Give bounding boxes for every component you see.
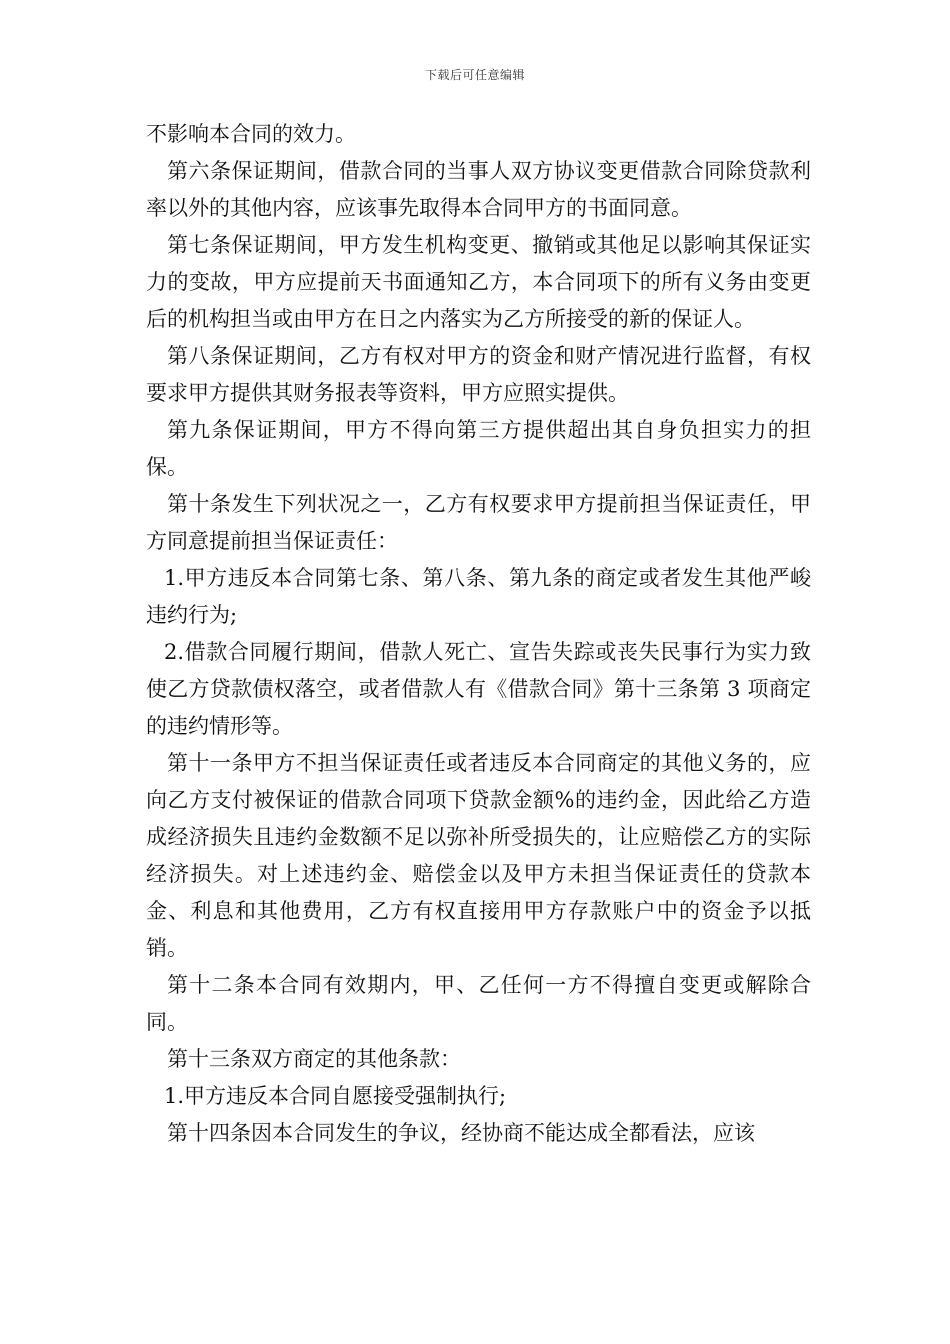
paragraph-article-6: 第六条保证期间，借款合同的当事人双方协议变更借款合同除贷款利率以外的其他内容，应该事先取得本合同甲方的书面同意。	[146, 159, 811, 220]
paragraph-article-10: 第十条发生下列状况之一，乙方有权要求甲方提前担当保证责任，甲方同意提前担当保证责任：	[146, 492, 811, 553]
paragraph-article-9: 第九条保证期间，甲方不得向第三方提供超出其自身负担实力的担保。	[146, 418, 811, 479]
paragraph-article-8: 第八条保证期间，乙方有权对甲方的资金和财产情况进行监督，有权要求甲方提供其财务报表等资料，甲方应照实提供。	[146, 344, 811, 405]
paragraph-continuation: 不影响本合同的效力。	[146, 122, 356, 146]
list-item-article-10-1: 1.甲方违反本合同第七条、第八条、第九条的商定或者发生其他严峻违约行为;	[146, 566, 811, 627]
paragraph-article-12: 第十二条本合同有效期内，甲、乙任何一方不得擅自变更或解除合同。	[146, 973, 811, 1034]
document-body	[146, 116, 811, 1152]
paragraph-article-13: 第十三条双方商定的其他条款：	[167, 1047, 461, 1071]
list-item-article-10-2: 2.借款合同履行期间，借款人死亡、宣告失踪或丧失民事行为实力致使乙方贷款债权落空，或者借款人有《借款合同》第十三条第 3 项商定的违约情形等。	[146, 640, 811, 738]
paragraph-article-11: 第十一条甲方不担当保证责任或者违反本合同商定的其他义务的，应向乙方支付被保证的借款合同项下贷款金额%的违约金，因此给乙方造成经济损失且违约金数额不足以弥补所受损失的，让应赔偿乙方的实际经济损失。对上述违约金、赔偿金以及甲方未担当保证责任的贷款本金、利息和其他费用，乙方有权直接用甲方存款账户中的资金予以抵销。	[146, 751, 811, 960]
page-header: 下载后可任意编辑	[424, 68, 525, 82]
list-item-article-13-1: 1.甲方违反本合同自愿接受强制执行;	[164, 1084, 507, 1108]
paragraph-article-7: 第七条保证期间，甲方发生机构变更、撤销或其他足以影响其保证实力的变故，甲方应提前天书面通知乙方，本合同项下的所有义务由变更后的机构担当或由甲方在日之内落实为乙方所接受的新的保证人。	[146, 233, 811, 331]
paragraph-article-14: 第十四条因本合同发生的争议，经协商不能达成全都看法，应该	[167, 1121, 755, 1145]
